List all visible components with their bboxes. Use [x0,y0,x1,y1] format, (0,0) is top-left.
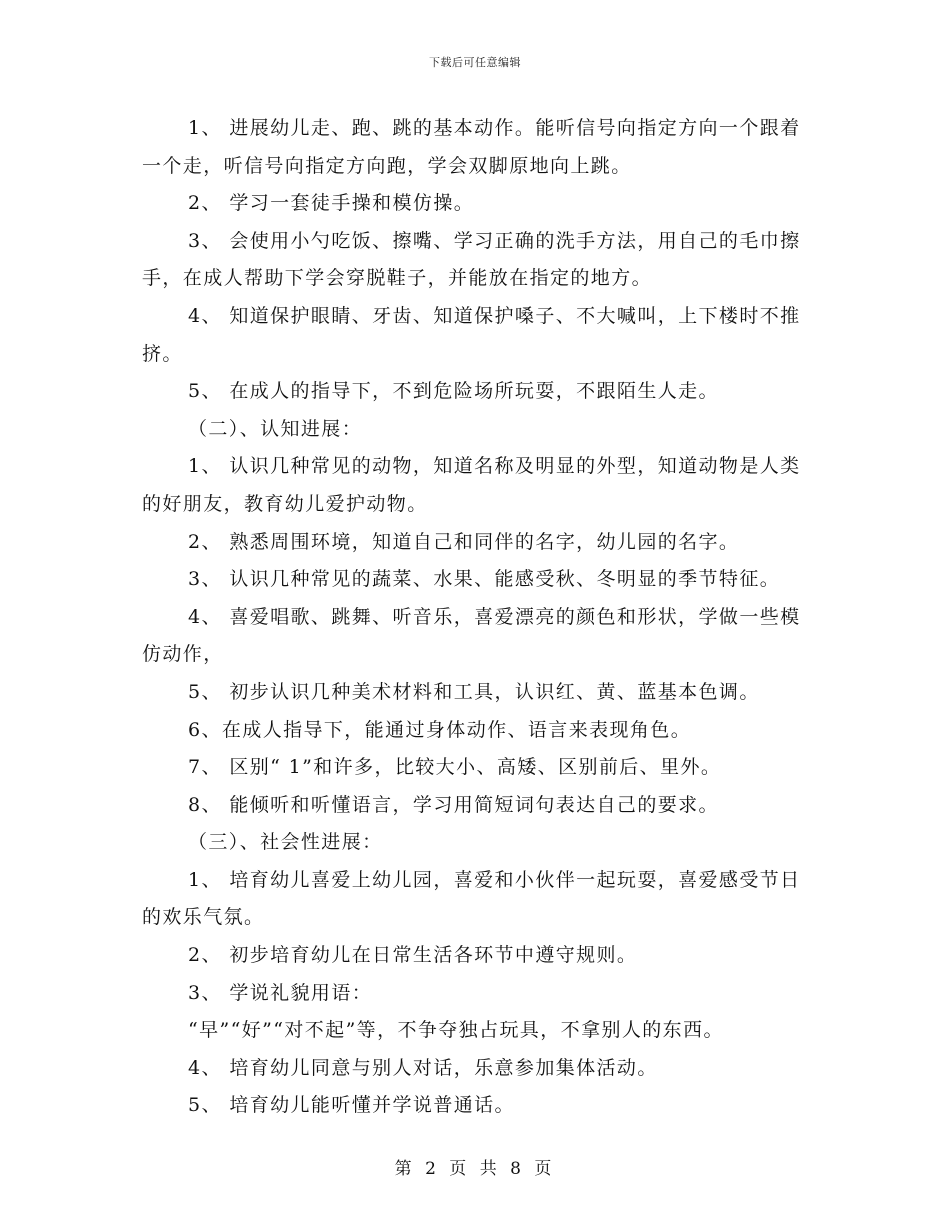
paragraph: 2、 学习一套徒手操和模仿操。 [188,192,475,215]
paragraph: 6、在成人指导下，能通过身体动作、语言来表现角色。 [188,718,692,741]
section-heading: （二）、认知进展： [188,417,363,440]
paragraph: 5、 初步认识几种美术材料和工具，认识红、黄、蓝基本色调。 [188,680,760,703]
paragraph: 8、 能倾听和听懂语言，学习用简短词句表达自己的要求。 [188,793,719,816]
paragraph: 7、 区别“ 1”和许多，比较大小、高矮、区别前后、里外。 [188,756,722,779]
paragraph: 5、 培育幼儿能听懂并学说普通话。 [188,1094,515,1117]
paragraph: 3、 会使用小勺吃饭、擦嘴、学习正确的洗手方法，用自己的毛巾擦手，在成人帮助下学会穿脱鞋子，并能放在指定的地方。 [142,229,801,290]
document-body [142,110,810,1125]
paragraph: 2、 初步培育幼儿在日常生活各环节中遵守规则。 [188,944,638,967]
paragraph: 1、 培育幼儿喜爱上幼儿园，喜爱和小伙伴一起玩耍，喜爱感受节日的欢乐气氛。 [142,868,801,929]
paragraph: 2、 熟悉周围环境，知道自己和同伴的名字，幼儿园的名字。 [188,530,740,553]
paragraph: 4、 知道保护眼睛、牙齿、知道保护嗓子、不大喊叫，上下楼时不推挤。 [142,304,801,365]
paragraph: “早”“好”“对不起”等，不争夺独占玩具，不拿别人的东西。 [188,1019,724,1042]
paragraph: 3、 认识几种常见的蔬菜、水果、能感受秋、冬明显的季节特征。 [188,568,781,591]
paragraph: 1、 进展幼儿走、跑、跳的基本动作。能听信号向指定方向一个跟着一个走，听信号向指定方向跑，学会双脚原地向上跳。 [142,117,801,177]
paragraph: 1、 认识几种常见的动物，知道名称及明显的外型，知道动物是人类的好朋友，教育幼儿爱护动物。 [142,455,801,515]
paragraph: 4、 喜爱唱歌、跳舞、听音乐，喜爱漂亮的颜色和形状，学做一些模仿动作， [142,605,801,666]
page-header: 下载后可任意编辑 [429,56,521,69]
paragraph: 4、 培育幼儿同意与别人对话，乐意参加集体活动。 [188,1056,658,1079]
paragraph: 3、 学说礼貌用语： [188,981,373,1004]
section-heading: （三）、社会性进展： [188,831,383,854]
paragraph: 5、 在成人的指导下，不到危险场所玩耍，不跟陌生人走。 [188,380,719,403]
page-footer: 第 2 页 共 8 页 [394,1159,556,1179]
